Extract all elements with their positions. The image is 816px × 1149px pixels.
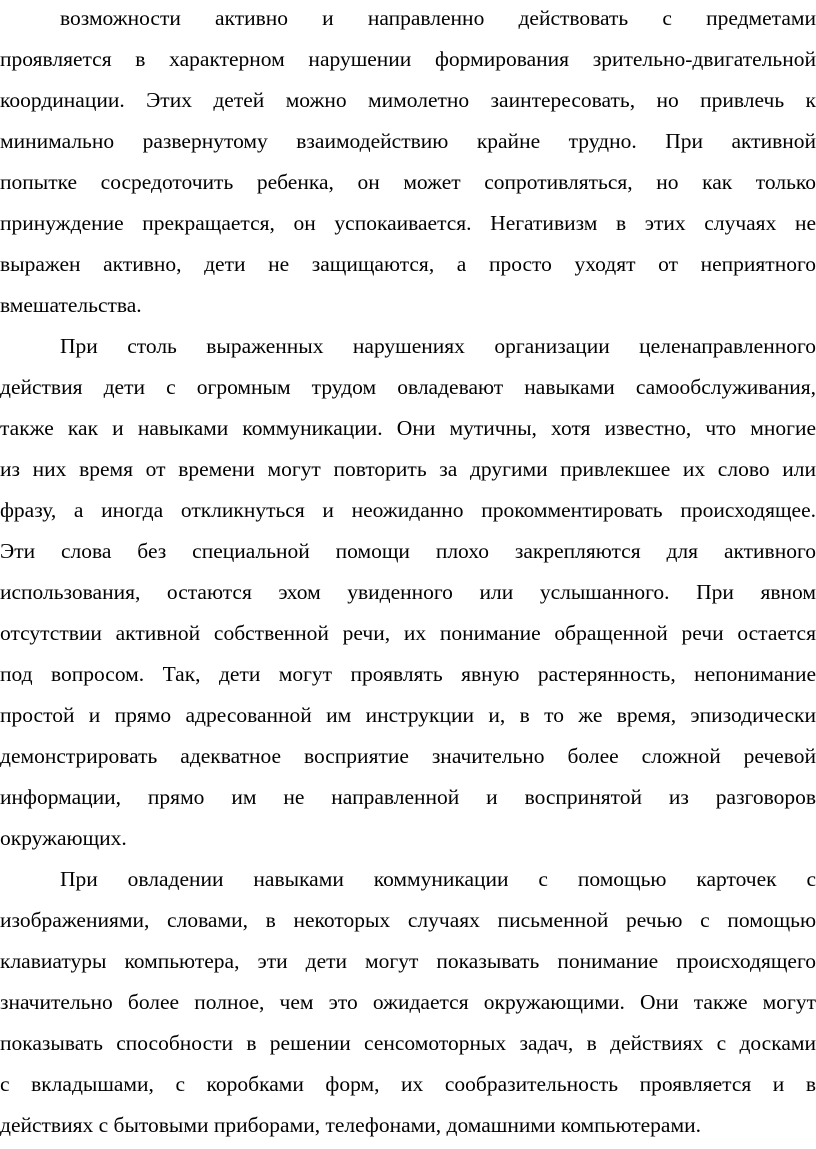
text-line: окружающих. (0, 826, 127, 850)
text-line: координации. Этих детей можно мимолетно заинтересовать, но привлечь к (0, 88, 816, 112)
text-line: Эти слова без специальной помощи плохо закрепляются для активного (0, 539, 816, 563)
text-line: проявляется в характерном нарушении формирования зрительно-двигательной (0, 47, 816, 71)
text-line: попытке сосредоточить ребенка, он может сопротивляться, но как только (0, 170, 816, 194)
text-line: отсутствии активной собственной речи, их понимание обращенной речи остается (0, 621, 816, 645)
text-line: с вкладышами, с коробками форм, их сообразительность проявляется и в (0, 1072, 816, 1096)
text-line: из них время от времени могут повторить за другими привлекшее их слово или (0, 457, 816, 481)
text-line: простой и прямо адресованной им инструкции и, в то же время, эпизодически (0, 703, 816, 727)
text-line: минимально развернутому взаимодействию крайне трудно. При активной (0, 129, 816, 153)
text-line: под вопросом. Так, дети могут проявлять явную растерянность, непонимание (0, 662, 816, 686)
text-line: При столь выраженных нарушениях организации целенаправленного (60, 334, 816, 358)
text-line: информации, прямо им не направленной и воспринятой из разговоров (0, 785, 816, 809)
text-line: вмешательства. (0, 293, 142, 317)
text-line: возможности активно и направленно действовать с предметами (60, 6, 816, 30)
text-line: значительно более полное, чем это ожидается окружающими. Они также могут (0, 990, 816, 1014)
text-line: действия дети с огромным трудом овладевают навыками самообслуживания, (0, 375, 816, 399)
text-line: также как и навыками коммуникации. Они мутичны, хотя известно, что многие (0, 416, 816, 440)
text-line: действиях с бытовыми приборами, телефонами, домашними компьютерами. (0, 1113, 701, 1137)
text-line: использования, остаются эхом увиденного или услышанного. При явном (0, 580, 816, 604)
text-line: выражен активно, дети не защищаются, а просто уходят от неприятного (0, 252, 816, 276)
text-line: демонстрировать адекватное восприятие значительно более сложной речевой (0, 744, 816, 768)
text-line: фразу, а иногда откликнуться и неожиданно прокомментировать происходящее. (0, 498, 816, 522)
text-line: показывать способности в решении сенсомоторных задач, в действиях с досками (0, 1031, 816, 1055)
text-line: клавиатуры компьютера, эти дети могут показывать понимание происходящего (0, 949, 816, 973)
text-line: При овладении навыками коммуникации с помощью карточек с (60, 867, 816, 891)
text-line: изображениями, словами, в некоторых случаях письменной речью с помощью (0, 908, 816, 932)
text-line: принуждение прекращается, он успокаивается. Негативизм в этих случаях не (0, 211, 816, 235)
